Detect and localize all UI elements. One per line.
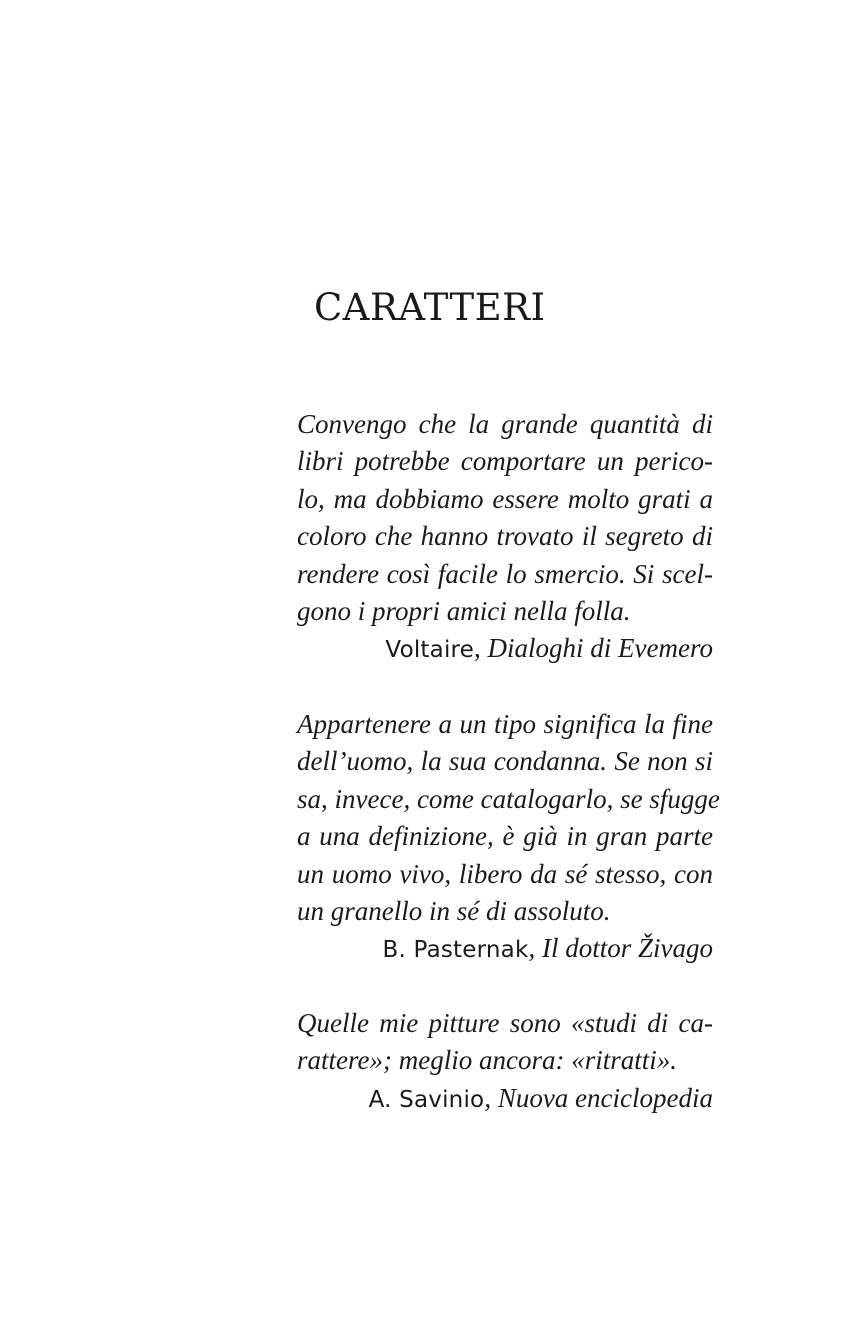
epigraph-attribution — [297, 1080, 713, 1119]
quote-line: coloro che hanno trovato il segreto di — [297, 521, 713, 552]
quote-line: rendere così facile lo smercio. Si scel- — [297, 558, 713, 589]
epigraph-author: A. Savinio — [368, 1086, 485, 1113]
quote-line: dell’uomo, la sua condanna. Se non si — [297, 746, 713, 777]
quote-line: rattere»; meglio ancora: «ritratti». — [297, 1045, 677, 1076]
quote-line: un uomo vivo, libero da sé stesso, con — [297, 858, 713, 889]
quote-line: Quelle mie pitture sono «studi di ca- — [297, 1008, 713, 1038]
epigraph-quote — [297, 1005, 713, 1080]
quote-line: gono i propri amici nella folla. — [297, 596, 631, 627]
epigraph-work: , Nuova enciclopedia — [484, 1082, 713, 1113]
quote-line: libri potrebbe comportare un perico- — [297, 446, 713, 477]
quote-line: lo, ma dobbiamo essere molto grati a — [297, 483, 713, 514]
page-title: CARATTERI — [314, 286, 546, 329]
epigraph-work: , Il dottor Živago — [528, 933, 713, 964]
quote-line: un granello in sé di assoluto. — [297, 896, 611, 927]
epigraph-voltaire — [297, 406, 713, 670]
epigraph-attribution — [297, 630, 713, 669]
epigraph-author: Voltaire — [385, 637, 475, 664]
quote-line: sa, invece, come catalogarlo, se sfugge — [297, 783, 720, 814]
epigraph-savinio — [297, 1005, 713, 1119]
epigraph-pasternak — [297, 706, 720, 970]
epigraph-work: , Dialoghi di Evemero — [474, 633, 713, 664]
epigraph-attribution — [297, 930, 713, 969]
quote-line: Convengo che la grande quantità di — [297, 409, 713, 439]
epigraph-quote — [297, 406, 713, 630]
epigraph-quote — [297, 706, 720, 930]
quote-line: a una definizione, è già in gran parte — [297, 821, 713, 852]
quote-line: Appartenere a un tipo significa la fine — [297, 709, 713, 739]
epigraph-author: B. Pasternak — [382, 937, 529, 964]
